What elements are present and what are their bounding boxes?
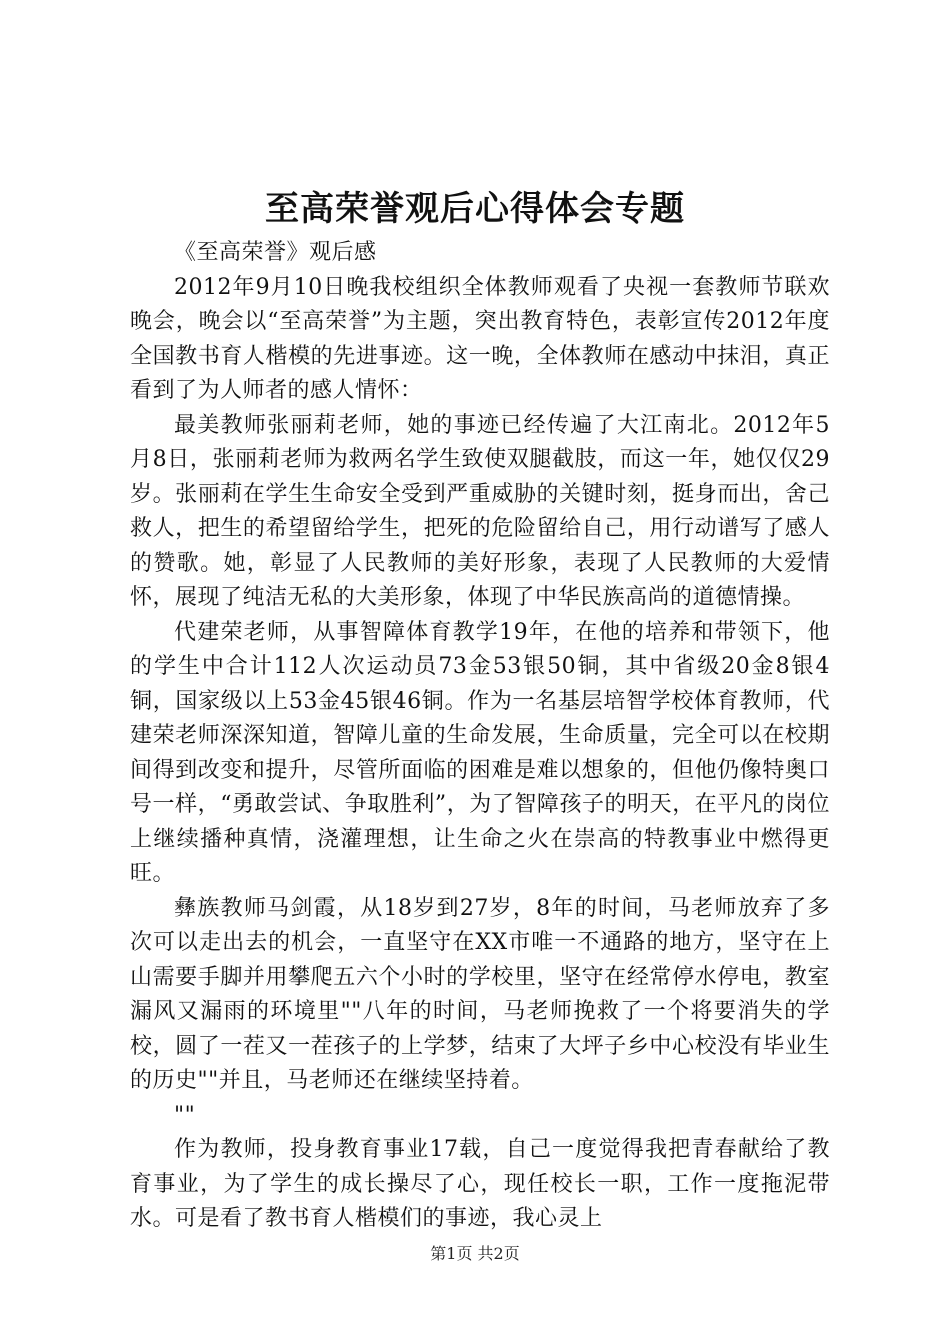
document-body <box>130 236 830 1237</box>
paragraph-intro: 2012年9月10日晚我校组织全体教师观看了央视一套教师节联欢晚会，晚会以“至高荣誉”为主题，突出教育特色，表彰宣传2012年度全国教书育人楷模的先进事迹。这一晚，全体教师在感动中抹泪，真正看到了为人师者的感人情怀： <box>130 274 830 403</box>
paragraph-dai-jianrong: 代建荣老师，从事智障体育教学19年，在他的培养和带领下，他的学生中合计112人次运动员73金53银50铜，其中省级20金8银4铜，国家级以上53金45银46铜。作为一名基层培智学校体育教师，代建荣老师深深知道，智障儿童的生命发展，生命质量，完全可以在校期间得到改变和提升，尽管所面临的困难是难以想象的，但他仍像特奥口号一样，“勇敢尝试、争取胜利”，为了智障孩子的明天，在平凡的岗位上继续播种真情，浇灌理想，让生命之火在崇高的特教事业中燃得更旺。 <box>130 619 830 886</box>
page-number-label: 第1页 共2页 <box>430 1244 520 1263</box>
paragraph-ma-jianxia: 彝族教师马剑霞，从18岁到27岁，8年的时间，马老师放弃了多次可以走出去的机会，一直坚守在XX市唯一不通路的地方，坚守在上山需要手脚并用攀爬五六个小时的学校里，坚守在经常停水停电，教室漏风又漏雨的环境里""八年的时间，马老师挽救了一个将要消失的学校，圆了一茬又一茬孩子的上学梦，结束了大坪子乡中心校没有毕业生的历史""并且，马老师还在继续坚持着。 <box>130 895 830 1093</box>
page-footer <box>0 1242 950 1266</box>
paragraph-quotes: "" <box>174 1102 196 1128</box>
document-title: 至高荣誉观后心得体会专题 <box>265 189 685 229</box>
paragraph-reflection: 作为教师，投身教育事业17载，自己一度觉得我把青春献给了教育事业，为了学生的成长操尽了心，现任校长一职，工作一度拖泥带水。可是看了教书育人楷模们的事迹，我心灵上 <box>130 1137 830 1231</box>
paragraph-zhang-lili: 最美教师张丽莉老师，她的事迹已经传遍了大江南北。2012年5月8日，张丽莉老师为救两名学生致使双腿截肢，而这一年，她仅仅29岁。张丽莉在学生生命安全受到严重威胁的关键时刻，挺身而出，舍己救人，把生的希望留给学生，把死的危险留给自己，用行动谱写了感人的赞歌。她，彰显了人民教师的美好形象，表现了人民教师的大爱情怀，展现了纯洁无私的大美形象，体现了中华民族高尚的道德情操。 <box>130 412 830 610</box>
paragraph-subtitle: 《至高荣誉》观后感 <box>174 240 377 265</box>
